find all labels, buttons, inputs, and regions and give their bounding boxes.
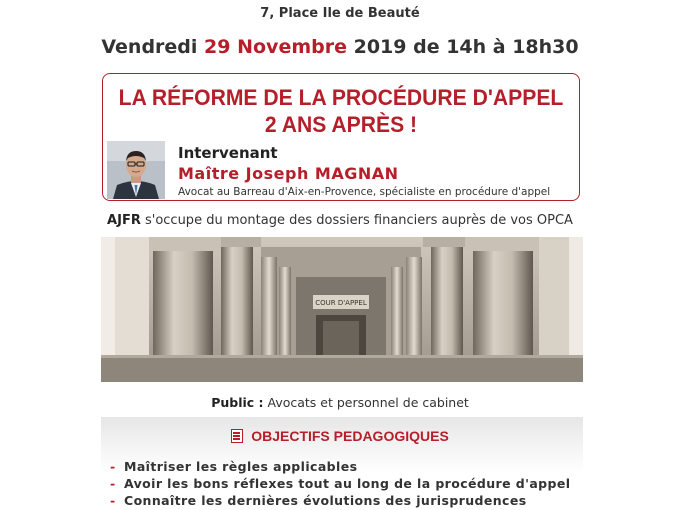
document-icon [231, 429, 243, 443]
ajfr-brand: AJFR [107, 213, 141, 228]
date-suffix: 2019 de 14h à 18h30 [346, 36, 579, 58]
objectives-list [110, 458, 570, 509]
objectives-heading-text: OBJECTIFS PEDAGOGIQUES [251, 428, 449, 444]
speaker-role: Avocat au Barreau d'Aix-en-Provence, spécialiste en procédure d'appel [178, 186, 551, 198]
objective-item [110, 475, 570, 492]
person-icon [107, 141, 165, 199]
bullet-dash: - [110, 493, 116, 508]
objective-text: Avoir les bons réflexes tout au long de la procédure d'appel [124, 476, 571, 491]
objectives-heading [0, 428, 680, 444]
objective-text: Maîtriser les règles applicables [124, 459, 358, 474]
event-address: 7, Place Ile de Beauté [260, 6, 420, 21]
speaker-label: Intervenant [178, 144, 278, 162]
date-highlight: 29 Novembre [204, 36, 347, 58]
audience-text: Avocats et personnel de cabinet [263, 395, 469, 410]
ajfr-text: s'occupe du montage des dossiers financiers auprès de vos OPCA [140, 213, 573, 228]
bullet-dash: - [110, 459, 116, 474]
ajfr-notice [0, 213, 680, 228]
date-prefix: Vendredi [101, 36, 205, 58]
event-date [0, 36, 680, 58]
photo-sign: COUR D'APPEL [315, 299, 367, 307]
speaker-portrait [107, 141, 165, 199]
speaker-name: Maître Joseph MAGNAN [178, 164, 399, 183]
bullet-dash: - [110, 476, 116, 491]
audience-line [0, 395, 680, 410]
objective-item [110, 458, 570, 475]
objective-item [110, 492, 570, 509]
title-line-1: LA RÉFORME DE LA PROCÉDURE D'APPEL [118, 85, 564, 110]
page-title [106, 84, 576, 138]
title-line-2: 2 ANS APRÈS ! [264, 112, 418, 137]
objective-text: Connaître les dernières évolutions des jurisprudences [124, 493, 527, 508]
courthouse-photo [101, 237, 583, 382]
courthouse-columns-image [101, 237, 583, 382]
audience-label: Public : [211, 395, 264, 410]
